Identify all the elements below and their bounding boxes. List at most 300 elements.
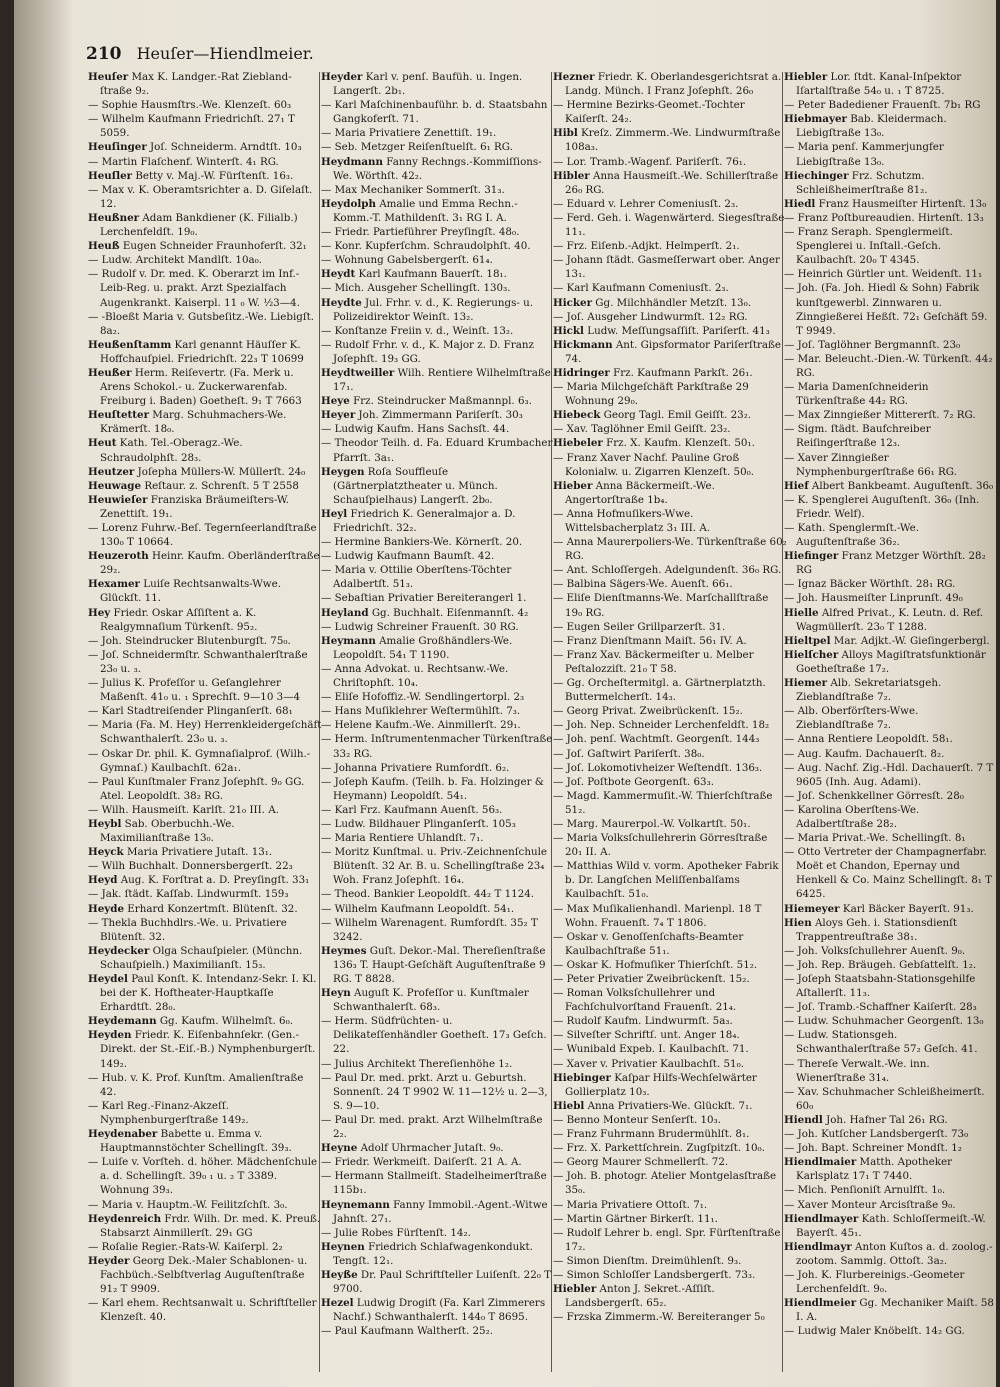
directory-entry (784, 1324, 996, 1338)
directory-entry (88, 1127, 322, 1155)
entry-text: — Thereſe Verwalt.-We. inn. Wienerſtraße 31₄. (784, 1057, 930, 1084)
directory-entry (784, 1296, 996, 1324)
directory-page (14, 0, 996, 1387)
directory-entry (784, 577, 996, 591)
directory-entry (553, 958, 787, 972)
entry-text: — Paul Kunſtmaler Franz Joſephſt. 9₀ GG. Atel. Leopoldſt. 38₂ RG. (88, 775, 305, 802)
entry-text: Adolf Uhrmacher Jutaſt. 9₀. (357, 1142, 504, 1155)
entry-text: Reſtaur. z. Schrenſt. 5 T 2558 (141, 479, 299, 492)
directory-entry (321, 126, 555, 140)
entry-surname: Heydolph (321, 197, 376, 210)
entry-text: Franz Hausmeiſter Hirtenſt. 13₀ (815, 197, 987, 210)
entry-text: — Joh. Bapt. Schreiner Mondſt. 1₂ (784, 1142, 962, 1155)
entry-surname: Heyder (321, 71, 363, 83)
directory-entry (553, 253, 787, 281)
directory-entry (88, 267, 322, 309)
entry-text: Sab. Oberbuchh.-We. Maximilianſtraße 13₀. (100, 817, 235, 845)
entry-text: — Ludwig Kaufm. Hans Sachsſt. 44. (321, 423, 510, 436)
directory-entry (553, 648, 787, 676)
directory-entry (784, 1000, 996, 1014)
entry-surname: Heut (88, 437, 117, 450)
entry-text: — Karl Kaufmann Comeniusſt. 2₃. (553, 282, 729, 295)
entry-text: — Joh. penſ. Wachtmſt. Georgenſt. 144₃ (553, 733, 760, 746)
entry-surname: Hiemer (784, 677, 828, 690)
entry-text: Joh. Hafner Tal 26₁ RG. (822, 1113, 948, 1126)
entry-text: Marg. Schuhmachers-We. Krämerſt. 18₀. (100, 409, 287, 436)
directory-entry (553, 859, 787, 901)
directory-entry (553, 366, 787, 380)
entry-text: — Maria Privatiere Ottoſt. 7₁. (553, 1198, 708, 1211)
entry-text: — Julius Architekt Thereſienhöhe 1₂. (321, 1057, 513, 1070)
directory-entry (553, 324, 787, 338)
entry-surname: Hexamer (88, 578, 140, 591)
entry-text: Herm. Reiſevertr. (Fa. Merk u. Arens Schokol.- u. Zuckerwarenfab. Freiburg i. Baden) Goetheſt. 9₁ T 7663 (100, 366, 302, 408)
entry-text: — Eliſe Dienſtmanns-We. Marſchallſtraße 19₀ RG. (553, 592, 769, 619)
directory-entry (553, 535, 787, 563)
directory-entry (553, 591, 787, 619)
directory-entry (321, 197, 555, 225)
directory-entry (88, 1254, 322, 1296)
entry-surname: Heydecker (88, 944, 150, 957)
entry-text: — Theodor Teilh. d. Fa. Eduard Krumbacher Pfarrſt. 3a₁. (321, 437, 553, 464)
directory-entry (88, 1212, 322, 1240)
entry-surname: Heyder (88, 1254, 130, 1267)
entry-text: Franziska Bräumeiſters-W. Zenettiſt. 19₁. (100, 493, 289, 520)
directory-entry (88, 704, 322, 718)
entry-surname: Hieber (553, 479, 593, 492)
entry-text: — Franz Fuhrmann Brudermühlſt. 8₁. (553, 1128, 750, 1141)
entry-text: — Lor. Tramb.-Wagenf. Pariſerſt. 76₁. (553, 155, 747, 168)
directory-entry (553, 563, 787, 577)
entry-surname: Heyne (321, 1142, 358, 1155)
directory-entry (553, 1071, 787, 1099)
entry-text: — Theod. Bankier Leopoldſt. 44₂ T 1124. (321, 888, 535, 901)
directory-entry (553, 620, 787, 634)
directory-entry (784, 281, 996, 337)
directory-entry (784, 479, 996, 493)
entry-text: — Paul Dr. med. prakt. Arzt Wilhelmſtraße 2₂. (321, 1113, 543, 1141)
entry-text: — Konr. Kupferſchm. Schraudolphſt. 40. (321, 240, 531, 253)
entry-text: Friedr. Oskar Aſſiſtent a. K. Realgymnaſium Türkenſt. 95₂. (100, 606, 258, 633)
entry-text: — Ant. Schloſſergeh. Adelgundenſt. 36₀ RG. (553, 564, 782, 577)
entry-text: Frz. X. Kaufm. Klenzeſt. 50₁. (602, 437, 755, 450)
entry-text: — Wilhelm Kaufmann Leopoldſt. 54₁. (321, 902, 515, 915)
entry-text: — Eduard v. Lehrer Comeniusſt. 2₃. (553, 197, 739, 210)
entry-text: — Lorenz Fuhrw.-Beſ. Tegernſeerlandſtraße 130₀ T 10664. (88, 522, 317, 549)
directory-entry (88, 1071, 322, 1099)
entry-text: — Frz. Eiſenb.-Adjkt. Helmperſt. 2₁. (553, 240, 740, 253)
entry-surname: Hiendl (784, 1113, 823, 1126)
directory-entry (321, 803, 555, 817)
directory-entry (321, 155, 555, 183)
directory-entry (88, 972, 322, 1014)
entry-text: — Frz. X. Parkettſchrein. Zugſpitzſt. 10₀. (553, 1142, 765, 1155)
directory-entry (88, 648, 322, 676)
entry-text: Kath. Tel.-Oberagz.-We. Schraudolphſt. 28₃. (100, 437, 243, 464)
entry-text: — K. Spenglerei Auguſtenſt. 36₀ (Inh. Friedr. Welf). (784, 493, 980, 520)
directory-entry (321, 761, 555, 775)
directory-entry (784, 211, 996, 225)
directory-entry (784, 267, 996, 281)
directory-entry (321, 1169, 555, 1197)
entry-text: — Xav. Taglöhner Emil Geiſſt. 23₂. (553, 423, 731, 436)
directory-entry (784, 591, 996, 605)
directory-entry (88, 606, 322, 634)
entry-text: — Anna Advokat. u. Rechtsanw.-We. Chriſtophſt. 10₄. (321, 662, 509, 690)
entry-surname: Heuwieſer (88, 493, 148, 506)
entry-text: — Peter Privatier Zweibrückenſt. 15₂. (553, 973, 750, 985)
directory-entry (321, 732, 555, 760)
entry-surname: Hiechinger (784, 169, 849, 182)
directory-entry (321, 606, 555, 620)
entry-text: — Marg. Maurerpol.-W. Volkartſt. 50₁. (553, 817, 751, 830)
directory-entry (88, 845, 322, 859)
directory-entry (321, 267, 555, 281)
directory-entry (321, 1226, 555, 1240)
entry-text: — Xaver Monteur Arcisſtraße 9₀. (784, 1198, 956, 1211)
entry-text: Amalie und Emma Rechn.-Komm.-T. Mathildenſt. 3₁ RG I. A. (333, 197, 518, 224)
entry-surname: Heyck (88, 846, 124, 859)
entry-text: Betty v. Maj.-W. Fürſtenſt. 16₃. (132, 169, 294, 182)
directory-entry (784, 169, 996, 197)
entry-text: — Joh. Hausmeiſter Linprunſt. 49₀ (784, 592, 963, 605)
entry-text: — Joſ. Taglöhner Bergmannſt. 23₀ (784, 338, 961, 351)
entry-text: — Anna Rentiere Leopoldſt. 58₁. (784, 733, 953, 746)
entry-text: — Karl Reg.-Finanz-Akzeſſ. Nymphenburgerſtraße 149₂. (88, 1099, 249, 1126)
directory-entry (88, 577, 322, 605)
directory-entry (784, 338, 996, 352)
entry-text: — Friedr. Werkmeiſt. Daiſerſt. 21 A. A. (321, 1156, 522, 1169)
directory-entry (784, 1183, 996, 1197)
entry-text: Lor. ſtdt. Kanal-Inſpektor Iſartalſtraße 54₀ u. ₁ T 8725. (796, 71, 962, 98)
entry-text: — Simon Schloſſer Landsbergerſt. 73₃. (553, 1268, 756, 1281)
entry-text: Gg. Buchhalt. Eiſenmannſt. 4₂ (368, 606, 529, 619)
directory-entry (321, 1296, 555, 1324)
directory-entry (553, 479, 787, 507)
page-header (86, 44, 946, 66)
directory-entry (784, 944, 996, 958)
entry-text: — Johann ſtädt. Gasmeſſerwart ober. Anger 13₁. (553, 254, 780, 281)
entry-surname: Hiefinger (784, 550, 839, 563)
directory-entry (88, 887, 322, 901)
entry-text: — Wilh. Hausmeiſt. Karlſt. 21₀ III. A. (88, 803, 279, 816)
directory-entry (321, 1198, 555, 1226)
entry-text: Paul Konſt. K. Intendanz-Sekr. I. Kl. bei der K. Hoftheater-Hauptkaſſe Erhardtſt. 28₀. (100, 973, 317, 1014)
entry-surname: Hickmann (553, 338, 613, 351)
column-3 (553, 70, 787, 1380)
entry-text: — Maria penſ. Kammerjungfer Liebigſtraße 13₀. (784, 141, 944, 168)
entry-surname: Heydte (321, 296, 362, 309)
entry-text: Anna Bäckermeiſt.-We. Angertorſtraße 1b₄. (565, 479, 715, 506)
entry-surname: Heymann (321, 634, 376, 647)
entry-surname: Hiebl (553, 1099, 585, 1112)
entry-surname: Hiebeler (553, 437, 603, 450)
directory-entry (321, 845, 555, 887)
directory-entry (321, 690, 555, 704)
entry-text: — Joh. Volksſchullehrer Auenſt. 9₀. (784, 944, 966, 957)
directory-entry (321, 225, 555, 239)
directory-entry (88, 253, 322, 267)
entry-surname: Heydenreich (88, 1212, 162, 1225)
entry-text: — Alb. Oberförſters-Wwe. Zieblandſtraße 7₂. (784, 705, 919, 732)
directory-entry (321, 422, 555, 436)
directory-entry (784, 1155, 996, 1183)
entry-text: Matth. Apotheker Karlsplatz 17₁ T 7440. (796, 1156, 953, 1183)
entry-surname: Heynen (321, 1240, 365, 1253)
directory-entry (321, 1240, 555, 1268)
entry-text: Gg. Milchhändler Metzſt. 13₀. (592, 296, 751, 309)
directory-entry (553, 1212, 787, 1226)
directory-entry (553, 1226, 787, 1254)
directory-entry (553, 789, 787, 817)
directory-entry (553, 1155, 787, 1169)
entry-text: — Franz Xaver Nachf. Pauline Groß Kolonialw. u. Zigarren Klenzeſt. 50₀. (553, 451, 755, 478)
entry-text: — -Bloeßt Maria v. Gutsbeſitz.-We. Liebigſt. 8a₂. (88, 310, 315, 337)
directory-entry (553, 732, 787, 746)
directory-entry (88, 521, 322, 549)
directory-entry (553, 831, 787, 859)
column-2 (321, 70, 555, 1380)
entry-text: Kreſz. Zimmerm.-We. Lindwurmſtraße 108a₃. (565, 127, 781, 154)
directory-entry (321, 887, 555, 901)
entry-text: Dr. Paul Schriftſteller Luiſenſt. 22₀ T 9700. (333, 1268, 552, 1296)
entry-text: Franz Metzger Wörthſt. 28₂ RG (796, 550, 986, 577)
directory-entry (553, 775, 787, 789)
entry-text: — Rudolf Kaufm. Lindwurmſt. 5a₃. (553, 1015, 733, 1028)
directory-entry (321, 902, 555, 916)
entry-text: Babette u. Emma v. Hauptmannstöchter Schellingſt. 39₃. (100, 1128, 292, 1155)
directory-entry (321, 436, 555, 464)
directory-entry (321, 394, 555, 408)
entry-text: — Sigm. ſtädt. Baufchreiber Reiſingerſtraße 12₃. (784, 423, 931, 450)
directory-entry (88, 155, 322, 169)
entry-text: Jul. Frhr. v. d., K. Regierungs- u. Polizeidirektor Weinſt. 13₂. (333, 296, 534, 323)
directory-entry (784, 606, 996, 634)
directory-entry (553, 296, 787, 310)
entry-text: — Maria Volksſchullehrerin Görresſtraße 20₁ II. A. (553, 832, 768, 859)
directory-entry (88, 98, 322, 112)
directory-entry (553, 718, 787, 732)
directory-entry (88, 859, 322, 873)
entry-text: — Balbina Sägers-We. Auenſt. 66₁. (553, 578, 733, 591)
directory-entry (321, 98, 555, 126)
directory-entry (88, 634, 322, 648)
entry-text: Anna Privatiers-We. Glückſt. 7₁. (584, 1099, 753, 1112)
directory-entry (321, 1071, 555, 1113)
directory-entry (553, 1099, 787, 1113)
directory-entry (88, 338, 322, 366)
entry-surname: Heymes (321, 944, 367, 957)
directory-entry (553, 451, 787, 479)
entry-text: Adam Bankdiener (K. Filialb.) Lerchenfeldſt. 19₀. (100, 211, 298, 239)
directory-entry (784, 916, 996, 944)
directory-entry (553, 1268, 787, 1282)
directory-entry (88, 549, 322, 577)
entry-surname: Hiemeyer (784, 902, 840, 915)
directory-entry (784, 352, 996, 380)
directory-entry (784, 902, 996, 916)
entry-text: — Heinrich Gürtler unt. Weidenſt. 11₁ (784, 268, 983, 281)
entry-text: — Ferd. Geh. i. Wagenwärterd. Siegesſtraße 11₁. (553, 211, 785, 239)
entry-surname: Heydenaber (88, 1128, 158, 1141)
directory-entry (321, 944, 555, 986)
entry-text: — Benno Monteur Senſerſt. 10₃. (553, 1113, 722, 1126)
entry-text: — Herm. Südfrüchten- u. Delikateſſenhändler Goetheſt. 17₃ Geſch. 22. (321, 1015, 547, 1056)
entry-surname: Heuſinger (88, 141, 147, 154)
directory-entry (88, 817, 322, 845)
entry-text: Max K. Landger.-Rat Ziebland-ſtraße 9₂. (100, 71, 292, 98)
directory-entry (553, 761, 787, 775)
entry-text: — Wilhelm Warenagent. Rumfordſt. 35₂ T 3242. (321, 916, 538, 943)
entry-surname: Hey (88, 606, 111, 619)
directory-entry (88, 1155, 322, 1197)
entry-text: — Helene Kaufm.-We. Ainmillerſt. 29₁. (321, 719, 521, 732)
entry-surname: Hidringer (553, 366, 610, 379)
entry-text: — Luiſe v. Vorſteh. d. höher. Mädchenſchule a. d. Schellingſt. 39₀ ₁ u. ₂ T 3389. Wohnung 39₃. (88, 1156, 318, 1197)
entry-text: — Franz Seraph. Spenglermeiſt. Spenglerei u. Inſtall.-Geſch. Kaulbachſt. 20₀ T 4345. (784, 226, 953, 267)
entry-surname: Heuſler (88, 169, 133, 182)
directory-entry (553, 1042, 787, 1056)
directory-entry (784, 451, 996, 479)
entry-text: — Sebaſtian Privatier Bereiterangerl 1. (321, 592, 527, 605)
entry-surname: Heyden (88, 1029, 132, 1042)
entry-text: — Joſ. Tramb.-Schaffner Kaiſerſt. 28₃ (784, 1001, 977, 1014)
directory-entry (553, 1282, 787, 1310)
directory-entry (784, 747, 996, 761)
entry-text: — Gg. Orcheſtermitgl. a. Gärtnerplatzth. Buttermelcherſt. 14₃. (553, 677, 766, 704)
entry-text: Joh. Zimmermann Pariſerſt. 30₃ (355, 409, 523, 422)
entry-text: Karl v. penſ. Baufüh. u. Ingen. Langerſt. 2b₁. (333, 71, 523, 98)
entry-surname: Hezel (321, 1297, 354, 1310)
directory-entry (321, 140, 555, 154)
entry-surname: Heydt (321, 268, 356, 281)
entry-text: — Hub. v. K. Prof. Kunſtm. Amalienſtraße 42. (88, 1071, 304, 1098)
directory-entry (784, 1212, 996, 1240)
entry-text: — Joſ. Gaſtwirt Pariſerſt. 38₀. (553, 747, 705, 760)
directory-entry (321, 620, 555, 634)
directory-entry (784, 1141, 996, 1155)
running-head: Heuſer—Hiendlmeier. (136, 44, 314, 63)
entry-text: Ant. Gipsformator Pariſerſtraße 74. (565, 338, 782, 365)
directory-entry (321, 817, 555, 831)
entry-surname: Heußenſtamm (88, 338, 172, 351)
directory-entry (321, 338, 555, 366)
entry-text: — Paul Dr. med. prkt. Arzt u. Geburtsh. Sonnenſt. 24 T 9902 W. 11—12½ u. 2—3, S. 9—10. (321, 1071, 548, 1112)
directory-entry (553, 930, 787, 958)
entry-text: Erhard Konzertmſt. Blütenſt. 32. (124, 902, 298, 915)
entry-text: — Anna Maurerpoliers-We. Türkenſtraße 60₂ RG. (553, 536, 787, 563)
entry-text: — Karl Stadtreiſender Plinganſerſt. 68₁ (88, 705, 293, 718)
directory-entry (784, 958, 996, 972)
directory-entry (553, 817, 787, 831)
directory-entry (784, 845, 996, 901)
directory-entry (553, 408, 787, 422)
entry-text: Bab. Kleidermach. Liebigſtraße 13₀. (796, 113, 947, 140)
entry-text: — Ludw. Architekt Mandlſt. 10a₀. (88, 254, 263, 267)
entry-text: Alfred Privat., K. Leutn. d. Ref. Wagmüllerſt. 23₀ T 1288. (796, 606, 984, 633)
entry-text: — Peter Badediener Frauenſt. 7b₁ RG (784, 99, 981, 112)
directory-entry (321, 324, 555, 338)
directory-entry (321, 239, 555, 253)
directory-entry (553, 986, 787, 1014)
entry-surname: Heye (321, 395, 350, 408)
entry-text: — Georg Privat. Zweibrückenſt. 15₂. (553, 705, 743, 718)
entry-text: — Maria Milchgeſchäft Parkſtraße 29 Wohnung 29₀. (553, 381, 749, 408)
entry-text: — Max v. K. Oberamtsrichter a. D. Giſelaſt. 12. (88, 183, 313, 210)
directory-entry (321, 916, 555, 944)
entry-text: — Ludw. Stationsgeh. Schwanthalerſtraße 57₂ Geſch. 41. (784, 1029, 978, 1056)
entry-text: — Joſ. Poſtbote Georgenſt. 63₃. (553, 775, 714, 788)
entry-text: — Karolina Oberſtens-We. Adalbertſtraße 28₂. (784, 803, 920, 830)
directory-entry (321, 1057, 555, 1071)
directory-entry (321, 662, 555, 690)
entry-text: — Ludwig Maler Knöbelſt. 14₂ GG. (784, 1325, 965, 1338)
directory-entry (88, 1240, 322, 1254)
entry-text: — Wohnung Gabelsbergerſt. 61₄. (321, 254, 493, 267)
entry-text: — Xav. Schuhmacher Schleißheimerſt. 60₀ (784, 1085, 985, 1112)
directory-entry (553, 1254, 787, 1268)
directory-entry (553, 338, 787, 366)
directory-entry (321, 704, 555, 718)
directory-entry (553, 1310, 787, 1324)
entry-text: — Xaver v. Privatier Kaulbachſt. 51₀. (553, 1057, 744, 1070)
entry-text: — Maria Rentiere Uhlandſt. 7₁. (321, 832, 484, 845)
entry-text: — Franz Xav. Bäckermeiſter u. Melber Peſtalozziſt. 21₀ T 58. (553, 648, 754, 675)
entry-text: — Mich. Ausgeher Schellingſt. 130₃. (321, 282, 511, 295)
directory-entry (553, 211, 787, 239)
entry-text: — Kath. Spenglermſt.-We. Auguſtenſtraße 36₂. (784, 522, 920, 549)
entry-text: Ludw. Meſſungsaſſiſt. Pariſerſt. 41₃ (583, 324, 770, 337)
entry-text: — Sophie Hausmſtrs.-We. Klenzeſt. 60₃ (88, 99, 292, 112)
directory-entry (321, 591, 555, 605)
entry-text: — Joh. Steindrucker Blutenburgſt. 75₀. (88, 634, 291, 647)
entry-surname: Hiendlmaier (784, 1156, 857, 1169)
entry-text: — Joſ. Schenkkellner Görresſt. 28₀ (784, 789, 964, 802)
directory-entry (553, 507, 787, 535)
entry-text: — Moritz Kunſtmal. u. Priv.-Zeichnenſchule Blütenſt. 32 Ar. B. u. Schellingſtraße 23₄ Woh. Franz Joſephſt. 16₄. (321, 846, 547, 887)
entry-text: — Ludw. Schuhmacher Georgenſt. 13₀ (784, 1015, 984, 1028)
entry-text: Guſt. Dekor.-Mal. Thereſienſtraße 136₃ T. Haupt-Geſchäft Auguſtenſtraße 9 RG. T 8828. (333, 944, 546, 985)
directory-entry (88, 366, 322, 408)
entry-text: — Oskar v. Genoſſenſchafts-Beamter Kaulbachſtraße 51₁. (553, 930, 744, 957)
entry-surname: Heyer (321, 409, 356, 422)
directory-entry (88, 436, 322, 464)
entry-text: — Joſeph Staatsbahn-Stationsgehilfe Aſtallerſt. 11₃. (784, 973, 976, 1000)
directory-entry (553, 239, 787, 253)
entry-surname: Hiebinger (553, 1071, 611, 1084)
directory-entry (553, 310, 787, 324)
entry-text: — Oskar Dr. phil. K. Gymnaſialprof. (Wilh.-Gymnaſ.) Kaulbachſt. 62a₁. (88, 747, 311, 774)
entry-text: Frdr. Wilh. Dr. med. K. Preuß. Stabsarzt Ainmillerſt. 29₁ GG (100, 1212, 321, 1239)
entry-text: — Franz Dienſtmann Maiſt. 56₁ IV. A. (553, 634, 747, 647)
entry-text: Gg. Kaufm. Wilhelmſt. 6₀. (156, 1015, 294, 1028)
entry-text: — Joh. Rep. Bräugeh. Gebſattelſt. 1₂. (784, 958, 977, 971)
directory-entry (784, 648, 996, 676)
directory-entry (784, 972, 996, 1000)
directory-entry (784, 1028, 996, 1056)
entry-text: — Otto Vertreter der Champagnerfabr. Moët et Chandon, Epernay und Henkell & Co. Mainz Schellingſt. 8₁ T 6425. (784, 846, 993, 901)
directory-entry (321, 549, 555, 563)
entry-text: Alloys Magiſtratsfunktionär Goetheſtraße 17₂. (796, 648, 986, 675)
directory-entry (321, 986, 555, 1014)
entry-text: Albert Bankbeamt. Auguſtenſt. 36₀ (808, 479, 994, 492)
directory-entry (784, 1127, 996, 1141)
entry-text: — Ludwig Schreiner Frauenſt. 30 RG. (321, 620, 519, 633)
directory-entry (321, 563, 555, 591)
entry-text: — Maria Privatiere Zenettiſt. 19₁. (321, 127, 497, 140)
directory-entry (553, 704, 787, 718)
entry-text: Olga Schauſpieler. (Münchn. Schauſpielh.) Maximilianſt. 15₃. (100, 944, 303, 971)
